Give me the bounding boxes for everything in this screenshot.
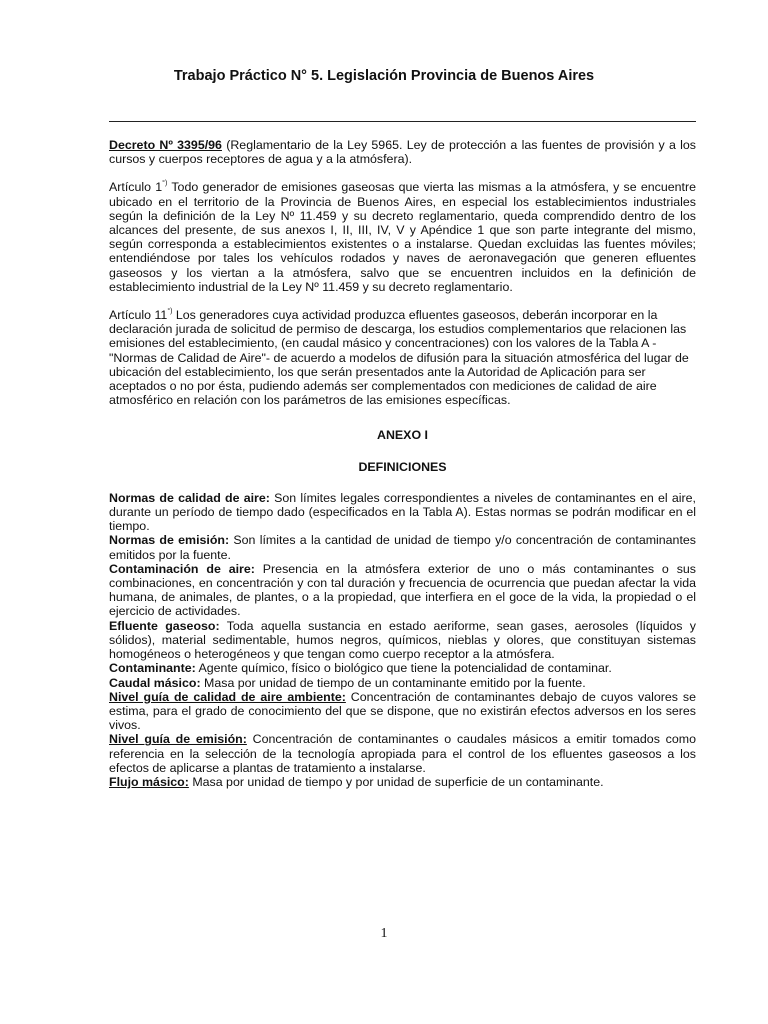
articulo-11-label: Artículo 11 (109, 308, 168, 323)
definition-text: Son límites a la cantidad de unidad de tiempo y/o concentración de contaminantes emitidos por la fuente. (109, 533, 696, 562)
definition-term: Contaminante: (109, 661, 196, 676)
definition-term: Normas de calidad de aire: (109, 490, 270, 505)
decreto-text: (Reglamentario de la Ley 5965. Ley de protección a las fuentes de provisión y a los cursos y cuerpos receptores de agua y a la atmósfera). (109, 138, 696, 167)
definition-item (109, 690, 696, 733)
definition-item (109, 619, 696, 662)
articulo-11-paragraph (109, 308, 696, 407)
definition-text: Toda aquella sustancia en estado aeriforme, sean gases, aerosoles (líquidos y sólidos), material sedimentable, humos negros, químicos, nieblas y olores, que constituyan sistemas homogéneos o heterogéneos y que tengan como cuerpo receptor a la atmósfera. (109, 618, 696, 662)
anexo-heading: ANEXO I (377, 428, 428, 443)
definition-text: Agente químico, físico o biológico que tiene la potencialidad de contaminar. (195, 661, 612, 676)
definition-text: Masa por unidad de tiempo de un contaminante emitido por la fuente. (200, 675, 586, 690)
definition-item (109, 562, 696, 619)
articulo-1-paragraph (109, 180, 696, 294)
definition-term: Efluente gaseoso: (109, 618, 220, 633)
articulo-1-sup: °) (162, 180, 168, 188)
definition-text: Presencia en la atmósfera exterior de uno o más contaminantes o sus combinaciones, en concentración y con tal duración y frecuencia de ocurrencia que puedan afectar la vida humana, de animales, de plantes, o a la propiedad, que interfiera en el goce de la vida, la propiedad o el ejercicio de actividades. (109, 561, 696, 619)
articulo-1-text: Todo generador de emisiones gaseosas que vierta las mismas a la atmósfera, y se encuentre ubicado en el territorio de la Provincia de Buenos Aires, en especial los establecimientos industriales según la definición de la Ley Nº 11.459 y su decreto reglamentario, queda comprendido dentro de los alcances del presente, de sus anexos I, II, III, IV, V y Apéndice 1 que son parte integrante del mismo, según corresponda a establecimientos existentes o a instalarse. Quedan excluidas las fuentes móviles; entendiéndose por tales los vehículos rodados y naves de aeronavegación que generen efluentes gaseosos y los viertan a la atmósfera, salvo que se encuentren incluidos en la definición de establecimiento industrial de la Ley Nº 11.459 y su decreto reglamentario. (109, 180, 697, 294)
document-title: Trabajo Práctico N° 5. Legislación Provincia de Buenos Aires (173, 68, 595, 84)
definition-text: Masa por unidad de tiempo y por unidad de superficie de un contaminante. (188, 774, 604, 789)
title-divider (109, 121, 696, 122)
definition-term: Caudal másico: (109, 675, 201, 690)
definition-item (109, 661, 696, 675)
definition-term: Normas de emisión: (109, 533, 230, 548)
definition-item (109, 533, 696, 561)
decreto-paragraph (109, 138, 696, 166)
decreto-label: Decreto Nº 3395/96 (109, 138, 222, 152)
definition-item (109, 775, 696, 789)
definition-term: Nivel guía de emisión: (109, 732, 247, 747)
definition-item (109, 491, 696, 534)
definiciones-heading: DEFINICIONES (358, 459, 447, 474)
definition-item (109, 676, 696, 690)
articulo-11-text: Los generadores cuya actividad produzca efluentes gaseosos, deberán incorporar en la declaración jurada de solicitud de permiso de descarga, los estudios complementarios que relacionen las emisiones del establecimiento, (en caudal másico y concentraciones) con los valores de la Tabla A - "Normas de Calidad de Aire"- de acuerdo a modelos de difusión para la situación atmosférica del lugar de ubicación del establecimiento, los que serán presentados ante la Autoridad de Aplicación para ser aceptados o no por ésta, pudiendo además ser complementados con mediciones de calidad de aire atmosférico en relación con los parámetros de las emisiones específicas. (109, 308, 689, 408)
definition-text: Concentración de contaminantes o caudales másicos a emitir tomados como referencia en la selección de la tecnología apropiada para el control de los efluentes gaseosos a los efectos de aplicarse a plantas de tratamiento a instalarse. (109, 732, 696, 775)
definition-item (109, 732, 696, 775)
definitions-list (109, 491, 696, 789)
articulo-1-label: Artículo 1 (109, 180, 163, 195)
definition-term: Contaminación de aire: (109, 561, 255, 576)
definition-term: Nivel guía de calidad de aire ambiente: (109, 689, 346, 704)
page-number: 1 (380, 926, 388, 941)
definition-text: Concentración de contaminantes debajo de cuyos valores se estima, para el grado de conocimiento del que se dispone, que no existirán efectos adversos en los seres vivos. (109, 689, 696, 733)
document-body (109, 138, 696, 789)
articulo-11-sup: °) (167, 308, 173, 316)
definition-term: Flujo másico: (109, 774, 189, 789)
definition-text: Son límites legales correspondientes a niveles de contaminantes en el aire, durante un período de tiempo dado (especificados en la Tabla A). Estas normas se podrán modificar en el tiempo. (109, 490, 696, 534)
